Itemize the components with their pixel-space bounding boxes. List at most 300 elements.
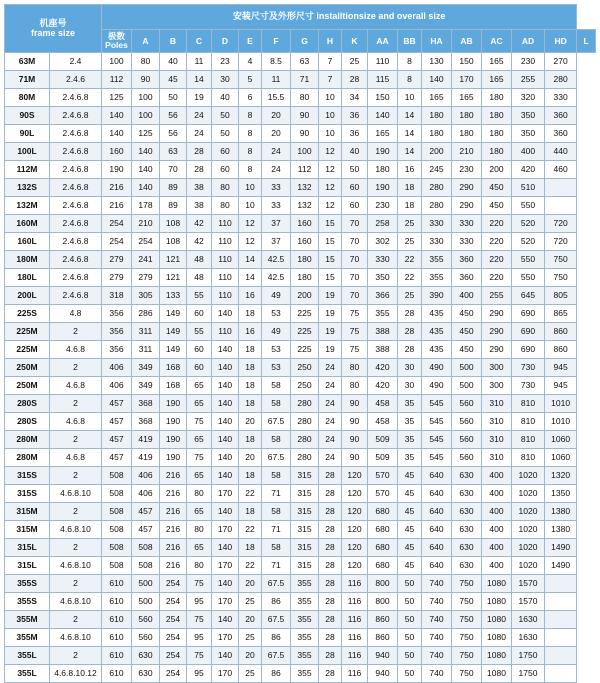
- cell-poles: 2.4.6.8: [50, 125, 102, 143]
- cell-F: 18: [239, 305, 262, 323]
- cell-HA: 10: [398, 89, 422, 107]
- cell-C: 108: [160, 215, 187, 233]
- cell-D: 65: [187, 503, 212, 521]
- table-row: [5, 233, 596, 251]
- cell-AD: 180: [482, 89, 512, 107]
- cell-AC: 360: [452, 251, 482, 269]
- cell-B: 500: [132, 575, 160, 593]
- cell-E: 140: [212, 647, 239, 665]
- cell-HD: 1750: [512, 647, 545, 665]
- cell-HA: 45: [398, 503, 422, 521]
- cell-H: 225: [291, 305, 319, 323]
- cell-HD: 645: [512, 287, 545, 305]
- cell-E: 110: [212, 287, 239, 305]
- cell-B: 419: [132, 431, 160, 449]
- cell-HD: 810: [512, 413, 545, 431]
- cell-poles: 2.4: [50, 53, 102, 71]
- cell-K: 12: [319, 143, 342, 161]
- col-header-HD: HD: [545, 30, 577, 53]
- cell-frame-size: 100L: [5, 143, 50, 161]
- cell-AC: 750: [452, 575, 482, 593]
- cell-A: 610: [102, 665, 132, 683]
- cell-AA: 70: [342, 215, 368, 233]
- cell-poles: 2.4.6.8: [50, 215, 102, 233]
- cell-poles: 2: [50, 431, 102, 449]
- cell-AA: 120: [342, 539, 368, 557]
- cell-C: 45: [160, 71, 187, 89]
- cell-AC: 330: [452, 215, 482, 233]
- cell-AB: 435: [422, 341, 452, 359]
- cell-frame-size: 315M: [5, 503, 50, 521]
- cell-A: 112: [102, 71, 132, 89]
- cell-E: 140: [212, 413, 239, 431]
- cell-AD: 220: [482, 215, 512, 233]
- cell-E: 110: [212, 251, 239, 269]
- cell-B: 241: [132, 251, 160, 269]
- cell-F: 8: [239, 161, 262, 179]
- table-body: [5, 5, 596, 683]
- cell-HD: 320: [512, 89, 545, 107]
- cell-HA: 50: [398, 575, 422, 593]
- cell-G: 11: [262, 71, 291, 89]
- cell-HD: 400: [512, 143, 545, 161]
- cell-K: 19: [319, 305, 342, 323]
- cell-AD: 400: [482, 503, 512, 521]
- cell-AD: 400: [482, 467, 512, 485]
- cell-D: 65: [187, 377, 212, 395]
- cell-poles: 2: [50, 323, 102, 341]
- table-row: [5, 629, 596, 647]
- cell-E: 140: [212, 611, 239, 629]
- cell-BB: 420: [368, 377, 398, 395]
- cell-D: 19: [187, 89, 212, 107]
- cell-L: 750: [545, 251, 577, 269]
- col-header-E: E: [239, 30, 262, 53]
- cell-AB: 180: [422, 107, 452, 125]
- cell-L: [545, 179, 577, 197]
- cell-AA: 80: [342, 359, 368, 377]
- cell-A: 508: [102, 557, 132, 575]
- cell-poles: 4.6.8: [50, 377, 102, 395]
- cell-F: 25: [239, 629, 262, 647]
- table-banner-row: [5, 5, 596, 30]
- cell-D: 55: [187, 323, 212, 341]
- cell-L: 720: [545, 233, 577, 251]
- cell-poles: 2.4.6: [50, 71, 102, 89]
- cell-AA: 25: [342, 53, 368, 71]
- cell-E: 110: [212, 323, 239, 341]
- cell-AB: 640: [422, 557, 452, 575]
- cell-HD: 230: [512, 53, 545, 71]
- cell-L: 1380: [545, 521, 577, 539]
- cell-poles: 2: [50, 503, 102, 521]
- cell-B: 311: [132, 341, 160, 359]
- cell-AD: 290: [482, 323, 512, 341]
- col-header-F: F: [262, 30, 291, 53]
- cell-C: 89: [160, 197, 187, 215]
- cell-AD: 180: [482, 143, 512, 161]
- cell-AB: 435: [422, 305, 452, 323]
- cell-E: 140: [212, 359, 239, 377]
- cell-E: 140: [212, 341, 239, 359]
- cell-E: 170: [212, 593, 239, 611]
- cell-G: 58: [262, 395, 291, 413]
- cell-poles: 2.4.6.8: [50, 251, 102, 269]
- cell-HA: 8: [398, 71, 422, 89]
- cell-AA: 34: [342, 89, 368, 107]
- cell-F: 22: [239, 485, 262, 503]
- cell-A: 457: [102, 449, 132, 467]
- cell-F: 20: [239, 449, 262, 467]
- cell-A: 508: [102, 467, 132, 485]
- banner-title: 安装尺寸及外形尺寸 installtionsize and overall size: [102, 5, 577, 30]
- cell-A: 508: [102, 539, 132, 557]
- cell-H: 250: [291, 377, 319, 395]
- cell-L: [545, 611, 577, 629]
- cell-HD: 255: [512, 71, 545, 89]
- cell-HA: 8: [398, 53, 422, 71]
- poles-header: 极数 Poles: [102, 30, 132, 53]
- cell-E: 170: [212, 629, 239, 647]
- cell-frame-size: 280S: [5, 395, 50, 413]
- cell-C: 121: [160, 269, 187, 287]
- table-row: [5, 143, 596, 161]
- cell-HD: 730: [512, 377, 545, 395]
- cell-K: 24: [319, 413, 342, 431]
- cell-L: 1060: [545, 431, 577, 449]
- cell-K: 7: [319, 53, 342, 71]
- cell-AB: 200: [422, 143, 452, 161]
- cell-G: 58: [262, 539, 291, 557]
- cell-C: 50: [160, 89, 187, 107]
- cell-H: 315: [291, 521, 319, 539]
- cell-B: 140: [132, 161, 160, 179]
- cell-F: 20: [239, 647, 262, 665]
- cell-poles: 2.4.6.8: [50, 269, 102, 287]
- cell-H: 280: [291, 413, 319, 431]
- cell-HA: 50: [398, 611, 422, 629]
- cell-K: 10: [319, 125, 342, 143]
- cell-B: 286: [132, 305, 160, 323]
- cell-AB: 545: [422, 413, 452, 431]
- cell-H: 315: [291, 503, 319, 521]
- cell-AA: 116: [342, 665, 368, 683]
- cell-HD: 520: [512, 233, 545, 251]
- cell-AC: 165: [452, 89, 482, 107]
- cell-L: 860: [545, 341, 577, 359]
- cell-AB: 545: [422, 449, 452, 467]
- cell-E: 140: [212, 431, 239, 449]
- cell-frame-size: 250M: [5, 359, 50, 377]
- cell-L: 1490: [545, 557, 577, 575]
- cell-HD: 1020: [512, 485, 545, 503]
- cell-AC: 750: [452, 629, 482, 647]
- cell-HA: 25: [398, 287, 422, 305]
- cell-A: 457: [102, 413, 132, 431]
- cell-G: 67.5: [262, 647, 291, 665]
- cell-E: 140: [212, 305, 239, 323]
- cell-D: 28: [187, 161, 212, 179]
- cell-C: 121: [160, 251, 187, 269]
- cell-C: 190: [160, 431, 187, 449]
- cell-E: 170: [212, 557, 239, 575]
- cell-AD: 180: [482, 107, 512, 125]
- cell-F: 18: [239, 377, 262, 395]
- cell-C: 216: [160, 557, 187, 575]
- cell-AD: 1080: [482, 629, 512, 647]
- cell-C: 168: [160, 377, 187, 395]
- cell-HD: 810: [512, 395, 545, 413]
- cell-BB: 680: [368, 521, 398, 539]
- cell-AA: 60: [342, 197, 368, 215]
- table-row: [5, 485, 596, 503]
- col-header-AD: AD: [512, 30, 545, 53]
- cell-G: 67.5: [262, 575, 291, 593]
- cell-A: 457: [102, 395, 132, 413]
- cell-HA: 35: [398, 449, 422, 467]
- cell-K: 28: [319, 557, 342, 575]
- cell-AB: 490: [422, 377, 452, 395]
- cell-AD: 220: [482, 251, 512, 269]
- cell-B: 500: [132, 593, 160, 611]
- cell-H: 315: [291, 539, 319, 557]
- cell-HA: 50: [398, 647, 422, 665]
- cell-AC: 630: [452, 485, 482, 503]
- cell-AB: 165: [422, 89, 452, 107]
- cell-D: 65: [187, 467, 212, 485]
- cell-frame-size: 225M: [5, 323, 50, 341]
- cell-C: 254: [160, 629, 187, 647]
- cell-L: 1010: [545, 395, 577, 413]
- cell-D: 55: [187, 287, 212, 305]
- cell-H: 225: [291, 341, 319, 359]
- cell-A: 457: [102, 431, 132, 449]
- cell-AC: 560: [452, 395, 482, 413]
- cell-AC: 180: [452, 107, 482, 125]
- cell-B: 279: [132, 269, 160, 287]
- cell-poles: 4.6.8: [50, 341, 102, 359]
- cell-A: 190: [102, 161, 132, 179]
- cell-C: 216: [160, 503, 187, 521]
- cell-AA: 75: [342, 323, 368, 341]
- cell-E: 140: [212, 503, 239, 521]
- cell-K: 19: [319, 287, 342, 305]
- cell-HA: 30: [398, 377, 422, 395]
- cell-G: 37: [262, 233, 291, 251]
- cell-G: 58: [262, 467, 291, 485]
- cell-E: 110: [212, 233, 239, 251]
- table-row: [5, 341, 596, 359]
- cell-poles: 2: [50, 359, 102, 377]
- table-row: [5, 449, 596, 467]
- cell-B: 90: [132, 71, 160, 89]
- cell-A: 508: [102, 521, 132, 539]
- cell-AC: 500: [452, 359, 482, 377]
- cell-AB: 280: [422, 179, 452, 197]
- cell-G: 24: [262, 143, 291, 161]
- cell-AB: 640: [422, 503, 452, 521]
- cell-L: 360: [545, 107, 577, 125]
- cell-F: 22: [239, 521, 262, 539]
- cell-frame-size: 71M: [5, 71, 50, 89]
- cell-L: 460: [545, 161, 577, 179]
- cell-AB: 740: [422, 575, 452, 593]
- cell-AC: 290: [452, 197, 482, 215]
- cell-HA: 30: [398, 359, 422, 377]
- cell-G: 58: [262, 503, 291, 521]
- cell-HA: 28: [398, 305, 422, 323]
- cell-BB: 190: [368, 143, 398, 161]
- cell-HA: 35: [398, 395, 422, 413]
- cell-AD: 1080: [482, 647, 512, 665]
- cell-AD: 450: [482, 179, 512, 197]
- cell-E: 140: [212, 467, 239, 485]
- cell-L: 1490: [545, 539, 577, 557]
- cell-HA: 14: [398, 143, 422, 161]
- cell-H: 280: [291, 449, 319, 467]
- col-header-C: C: [187, 30, 212, 53]
- cell-E: 170: [212, 485, 239, 503]
- cell-G: 71: [262, 557, 291, 575]
- cell-D: 11: [187, 53, 212, 71]
- cell-frame-size: 280M: [5, 449, 50, 467]
- cell-AC: 360: [452, 269, 482, 287]
- cell-C: 149: [160, 305, 187, 323]
- cell-BB: 165: [368, 125, 398, 143]
- cell-frame-size: 160L: [5, 233, 50, 251]
- cell-C: 40: [160, 53, 187, 71]
- cell-HA: 25: [398, 215, 422, 233]
- cell-A: 610: [102, 629, 132, 647]
- cell-F: 18: [239, 395, 262, 413]
- cell-C: 133: [160, 287, 187, 305]
- cell-AD: 450: [482, 197, 512, 215]
- cell-E: 140: [212, 377, 239, 395]
- cell-D: 75: [187, 647, 212, 665]
- cell-frame-size: 180M: [5, 251, 50, 269]
- cell-H: 355: [291, 629, 319, 647]
- cell-frame-size: 355M: [5, 611, 50, 629]
- cell-E: 23: [212, 53, 239, 71]
- cell-D: 75: [187, 413, 212, 431]
- cell-A: 160: [102, 143, 132, 161]
- cell-G: 53: [262, 359, 291, 377]
- cell-H: 132: [291, 179, 319, 197]
- cell-AA: 116: [342, 647, 368, 665]
- cell-AD: 220: [482, 233, 512, 251]
- cell-K: 28: [319, 539, 342, 557]
- cell-G: 86: [262, 593, 291, 611]
- cell-AB: 355: [422, 251, 452, 269]
- cell-poles: 4.6.8.10: [50, 629, 102, 647]
- cell-A: 125: [102, 89, 132, 107]
- cell-L: [545, 629, 577, 647]
- cell-poles: 2.4.6.8: [50, 287, 102, 305]
- cell-AD: 310: [482, 395, 512, 413]
- cell-BB: 458: [368, 395, 398, 413]
- cell-AA: 60: [342, 179, 368, 197]
- cell-AA: 90: [342, 431, 368, 449]
- cell-D: 80: [187, 557, 212, 575]
- cell-AB: 545: [422, 431, 452, 449]
- cell-H: 160: [291, 215, 319, 233]
- cell-HD: 1020: [512, 521, 545, 539]
- table-row: [5, 71, 596, 89]
- cell-BB: 509: [368, 431, 398, 449]
- cell-K: 28: [319, 611, 342, 629]
- cell-L: [545, 593, 577, 611]
- cell-F: 25: [239, 593, 262, 611]
- cell-G: 37: [262, 215, 291, 233]
- cell-E: 140: [212, 575, 239, 593]
- cell-HD: 810: [512, 431, 545, 449]
- col-header-HA: HA: [422, 30, 452, 53]
- cell-H: 280: [291, 431, 319, 449]
- cell-F: 18: [239, 431, 262, 449]
- cell-H: 100: [291, 143, 319, 161]
- cell-HD: 420: [512, 161, 545, 179]
- cell-H: 250: [291, 359, 319, 377]
- cell-E: 110: [212, 269, 239, 287]
- cell-F: 22: [239, 557, 262, 575]
- cell-G: 67.5: [262, 449, 291, 467]
- cell-K: 10: [319, 89, 342, 107]
- cell-frame-size: 280M: [5, 431, 50, 449]
- cell-H: 315: [291, 557, 319, 575]
- cell-G: 58: [262, 431, 291, 449]
- cell-L: 330: [545, 89, 577, 107]
- cell-C: 190: [160, 413, 187, 431]
- cell-E: 50: [212, 125, 239, 143]
- cell-AC: 750: [452, 665, 482, 683]
- cell-K: 24: [319, 395, 342, 413]
- cell-H: 355: [291, 611, 319, 629]
- cell-HD: 1630: [512, 611, 545, 629]
- cell-AA: 120: [342, 557, 368, 575]
- cell-F: 14: [239, 251, 262, 269]
- col-header-L: L: [577, 30, 596, 53]
- cell-A: 140: [102, 107, 132, 125]
- cell-AA: 80: [342, 377, 368, 395]
- cell-BB: 330: [368, 251, 398, 269]
- cell-AB: 245: [422, 161, 452, 179]
- cell-B: 254: [132, 233, 160, 251]
- cell-AA: 90: [342, 395, 368, 413]
- cell-H: 80: [291, 89, 319, 107]
- cell-D: 42: [187, 215, 212, 233]
- cell-K: 28: [319, 467, 342, 485]
- cell-G: 24: [262, 161, 291, 179]
- cell-AA: 40: [342, 143, 368, 161]
- cell-AC: 290: [452, 179, 482, 197]
- cell-poles: 2.4.6.8: [50, 179, 102, 197]
- cell-H: 90: [291, 107, 319, 125]
- cell-F: 6: [239, 89, 262, 107]
- cell-frame-size: 355L: [5, 665, 50, 683]
- cell-K: 12: [319, 161, 342, 179]
- cell-AD: 300: [482, 359, 512, 377]
- cell-L: [545, 197, 577, 215]
- cell-AA: 116: [342, 629, 368, 647]
- cell-poles: 2: [50, 395, 102, 413]
- cell-G: 86: [262, 665, 291, 683]
- cell-F: 20: [239, 575, 262, 593]
- cell-HD: 550: [512, 197, 545, 215]
- cell-G: 20: [262, 107, 291, 125]
- cell-AA: 116: [342, 593, 368, 611]
- table-row: [5, 179, 596, 197]
- cell-L: [545, 665, 577, 683]
